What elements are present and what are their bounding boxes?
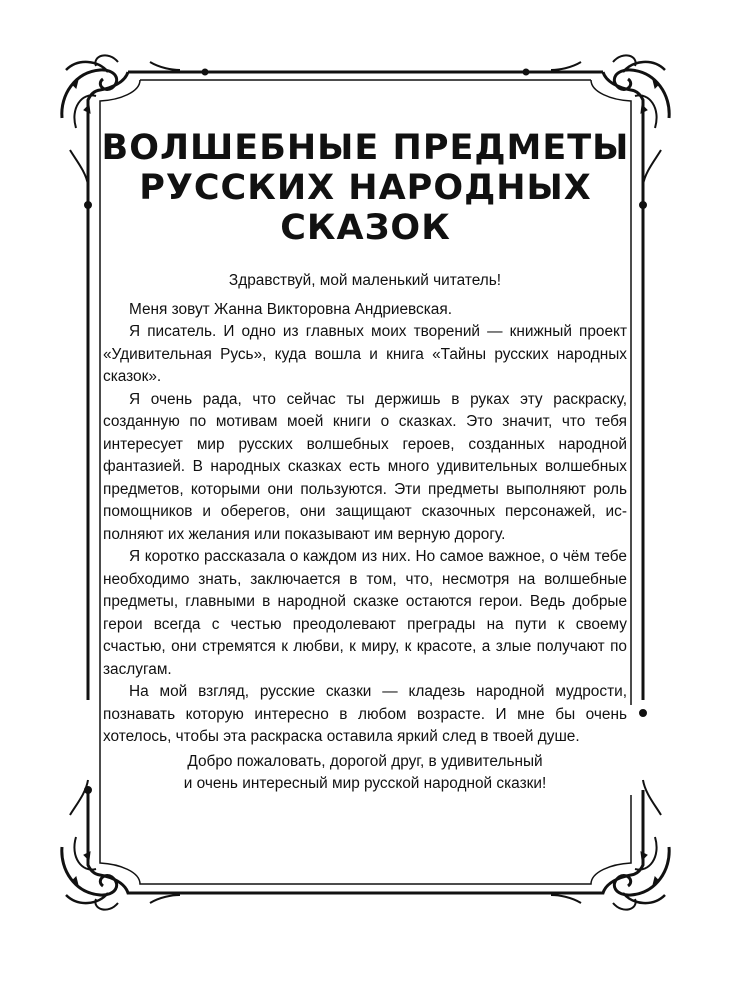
title-line-3: СКАЗОК [280, 208, 451, 248]
title-line-2: РУССКИХ НАРОДНЫХ [139, 168, 592, 208]
closing-line-2: и очень интересный мир русской народной сказки! [183, 775, 547, 792]
intro-text [103, 270, 627, 796]
greeting: Здравствуй, мой маленький читатель! [228, 272, 502, 289]
paragraph-2: Я писатель. И одно из главных моих творений — книжный проект «Удивительная Русь», куда вошла и книга «Тайны русских народных сказок». [103, 323, 627, 385]
paragraph-5: На мой взгляд, русские сказки — кладезь народной мудрости, познавать которую интересно в любом возрасте. И мне бы очень хотелось, чтобы эта раскраска оставила яркий след в твоей душе. [103, 683, 627, 745]
paragraph-1: Меня зовут Жанна Викторовна Андриевская. [129, 300, 452, 318]
paragraph-3: Я очень рада, что сейчас ты держишь в руках эту раскраску, созданную по мотивам моей книги о сказках. Это значит, что тебя интересует мир русских волшебных героев, созданных народной фантазией. В народных сказках есть много удивительных волшебных предметов, которыми они пользуются. Эти предметы выполняют роль помощников и оберегов, они защищают сказочных персонажей, исполняют их желания или показывают им верную дорогу. [103, 390, 627, 543]
corner-ornament-bottom-left [62, 780, 180, 910]
paragraph-4: Я коротко рассказала о каждом из них. Но самое важное, о чём тебе необходимо знать, заключается в том, что, несмотря на волшебные предметы, главными в народной сказке остаются герои. Ведь добрые герои всегда с честью преодолевают преграды на пути к своему счастью, они стремятся к любви, к миру, к красоте, а злые получают по заслугам. [103, 548, 627, 678]
closing-line-1: Добро пожаловать, дорогой друг, в удивительный [187, 752, 543, 770]
title-line-1: ВОЛШЕБНЫЕ ПРЕДМЕТЫ [101, 128, 630, 168]
page-title [100, 128, 631, 248]
